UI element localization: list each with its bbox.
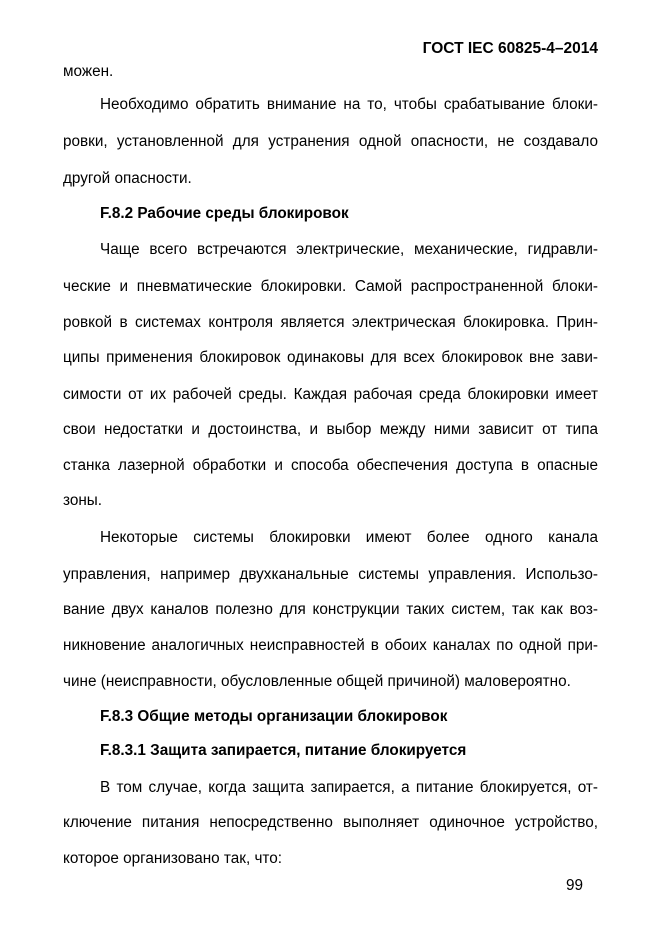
paragraph-line: станка лазерной обработки и способа обеспечения доступа в опасные [63,457,598,474]
paragraph-line: Необходимо обратить внимание на то, чтобы срабатывание блоки- [100,96,598,113]
paragraph-line: вание двух каналов полезно для конструкции таких систем, так как воз- [63,601,598,618]
paragraph-line: чине (неисправности, обусловленные общей причиной) маловероятно. [63,673,571,690]
paragraph-line: ключение питания непосредственно выполняет одиночное устройство, [63,814,598,831]
paragraph-line: никновение аналогичных неисправностей в обоих каналах по одной при- [63,637,598,654]
paragraph-line: Некоторые системы блокировки имеют более одного канала [100,529,598,546]
paragraph-line: зоны. [63,492,103,509]
paragraph-line: можен. [63,63,114,80]
paragraph-line: ческие и пневматические блокировки. Самой распространенной блоки- [63,278,598,295]
document-header: ГОСТ IEC 60825-4–2014 [422,40,598,57]
paragraph-line: управления, например двухканальные системы управления. Использо- [63,566,598,583]
section-heading: F.8.3 Общие методы организации блокировок [100,708,448,725]
page-number: 99 [565,877,583,894]
paragraph-line: ровкой в системах контроля является электрическая блокировка. Прин- [63,314,598,331]
paragraph-line: Чаще всего встречаются электрические, механические, гидравли- [100,241,598,258]
paragraph-line: ровки, установленной для устранения одной опасности, не создавало [63,133,598,150]
paragraph-line: другой опасности. [63,170,192,187]
paragraph-line: В том случае, когда защита запирается, а питание блокируется, от- [100,779,598,796]
section-heading: F.8.2 Рабочие среды блокировок [100,205,349,222]
paragraph-line: которое организовано так, что: [63,850,283,867]
paragraph-line: ципы применения блокировок одинаковы для всех блокировок вне зави- [63,349,598,366]
paragraph-line: симости от их рабочей среды. Каждая рабочая среда блокировки имеет [63,386,598,403]
section-heading: F.8.3.1 Защита запирается, питание блокируется [100,742,467,759]
paragraph-line: свои недостатки и достоинства, и выбор между ними зависит от типа [63,421,598,438]
